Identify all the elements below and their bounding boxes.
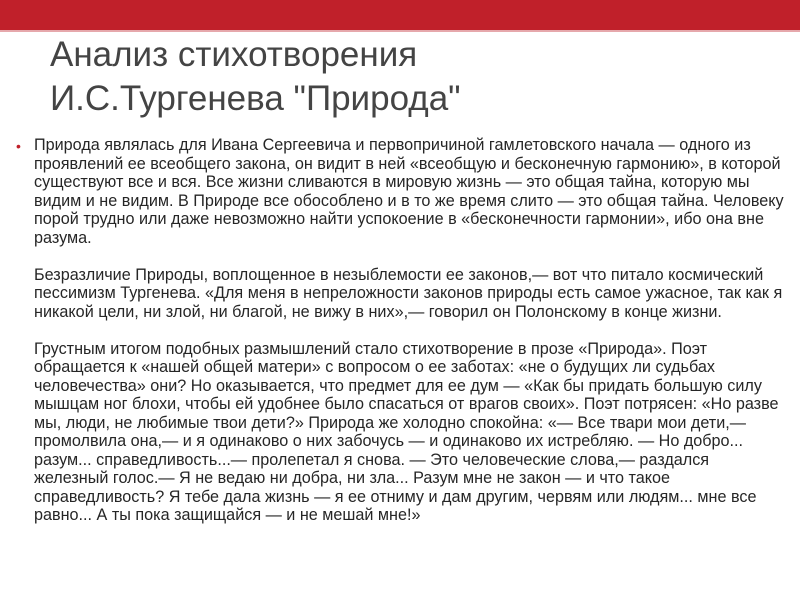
slide-body	[16, 136, 786, 525]
top-accent-band	[0, 0, 800, 30]
slide-title-line-1: Анализ стихотворения	[50, 35, 418, 74]
paragraph-1: Природа являлась для Ивана Сергеевича и первопричиной гамлетовского начала — одного из проявлений ее всеобщего закона, он видит в ней «всеобщую и бесконечную гармонию», в которой существуют все и вся. Все жизни сливаются в мировую жизнь — это общая тайна, которую мы видим и не видим. В Природе все обособлено и в то же время слито — это общая тайна. Человеку порой трудно или даже невозможно найти успокоение в «бесконечности гармонии», ибо она вне разума.	[34, 136, 784, 247]
paragraph-2: Безразличие Природы, воплощенное в незыблемости ее законов,— вот что питало космический пессимизм Тургенева. «Для меня в непреложности законов природы есть самое ужасное, так как я никакой цели, ни злой, ни благой, не вижу в них»,— говорил он Полонскому в конце жизни.	[34, 265, 783, 321]
bullet-icon: •	[16, 138, 21, 154]
body-text	[34, 136, 786, 525]
top-accent-rule	[0, 30, 800, 32]
slide-title	[50, 33, 770, 121]
slide-title-line-2: И.С.Тургенева "Природа"	[50, 79, 461, 118]
paragraph-3: Грустным итогом подобных размышлений стало стихотворение в прозе «Природа». Поэт обращается к «нашей общей матери» с вопросом о ее заботах: «не о будущих ли судьбах человечества» они? Но оказывается, что предмет для ее дум — «Как бы придать большую силу мышцам ног блохи, чтобы ей удобнее было спасаться от врагов своих». Поэт потрясен: «Но разве мы, люди, не любимые твои дети?» Природа же холодно спокойна: «— Все твари мои дети,— промолвила она,— и я одинаково о них забочусь — и одинаково их истребляю. — Но добро... разум... справедливость...— пролепетал я снова. — Это человеческие слова,— раздался железный голос.— Я не ведаю ни добра, ни зла... Разум мне не закон — и что такое справедливость? Я тебе дала жизнь — я ее отниму и дам другим, червям или людям... мне все равно... А ты пока защищайся — и не мешай мне!»	[34, 339, 779, 524]
